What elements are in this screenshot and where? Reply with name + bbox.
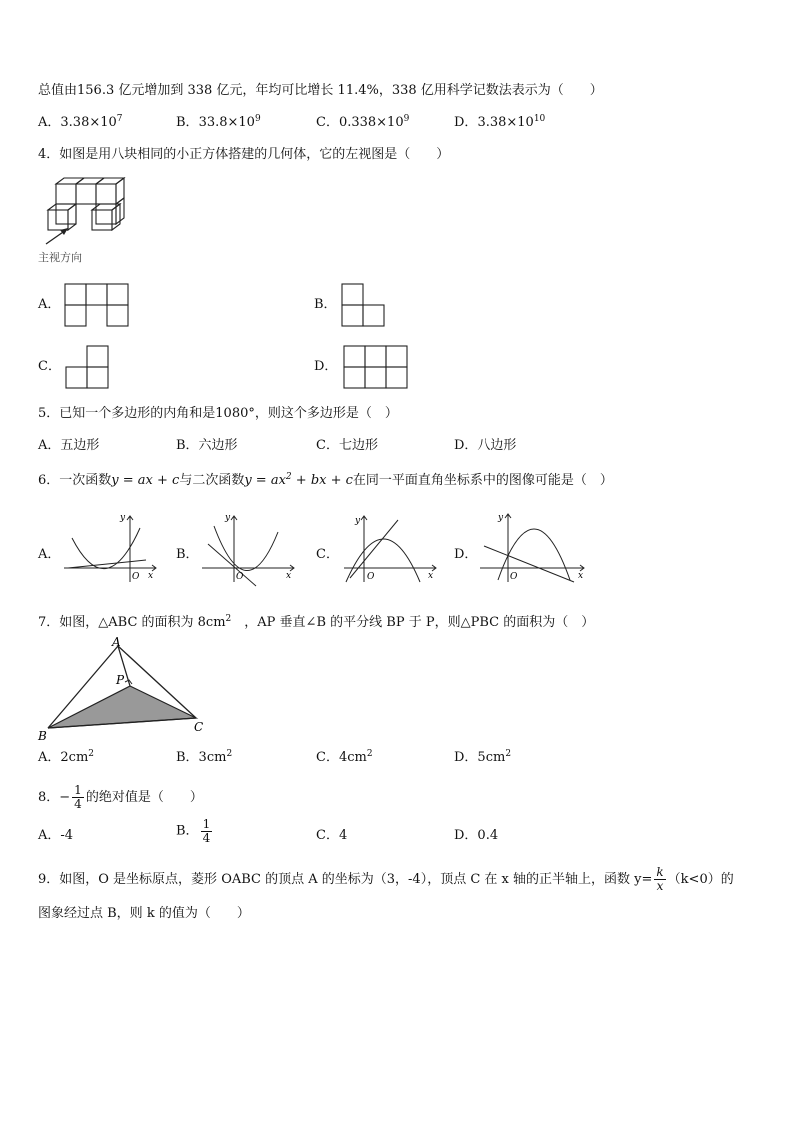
q3-option-b: B．$33.8\times 10^9$ xyxy=(176,114,261,130)
q6-a-x-label: x xyxy=(148,571,154,581)
q6-graph-d xyxy=(478,508,590,584)
q6-option-a-label: A． xyxy=(38,547,61,562)
q4-option-c-label: C． xyxy=(38,359,61,374)
q8-option-b: B． $\frac{1}{4}$ xyxy=(176,817,211,845)
q6-option-d-label: D． xyxy=(454,547,478,562)
q4-option-a-figure xyxy=(64,283,130,327)
q6-b-x-label: x xyxy=(286,571,292,581)
q4-option-c-figure xyxy=(65,345,109,389)
q8-fraction: $\frac{1}{4}$ xyxy=(74,783,82,811)
q4-option-d-label: D． xyxy=(314,359,338,374)
q8-option-a: A．-4 xyxy=(38,828,74,843)
q8-option-d: D．0.4 xyxy=(454,828,499,843)
q6-stem: 6．一次函数y = ax + c与二次函数$y = ax^2$ + bx + c在同一平面直角坐标系中的图像可能是（ ） xyxy=(38,472,613,488)
q4-figure-caption: 主视方向 xyxy=(38,251,82,264)
q6-graph-b xyxy=(198,510,298,584)
q5-option-a: A．五边形 xyxy=(38,438,100,453)
q6-d-y-label: y xyxy=(498,513,504,523)
q6-c-y-label: y xyxy=(355,516,361,526)
q4-option-a-label: A． xyxy=(38,297,61,312)
q7-option-a: A．$2cm^2$ xyxy=(38,749,95,765)
q7-point-b: B xyxy=(38,729,47,743)
q5-option-d: D．八边形 xyxy=(454,438,517,453)
q5-stem: 5．已知一个多边形的内角和是1080°，则这个多边形是（ ） xyxy=(38,406,398,421)
q6-option-b-label: B． xyxy=(176,547,199,562)
q6-graph-c xyxy=(340,510,440,584)
q6-d-x-label: x xyxy=(578,571,584,581)
q9-stem: 9．如图，O 是坐标原点，菱形 OABC 的顶点 A 的坐标为（3，-4），顶点 C 在 x 轴的正半轴上，函数 y= $\frac{k}{x}$ （k<0）的 xyxy=(38,865,734,893)
q9-fraction: $\frac{k}{x}$ xyxy=(656,865,664,893)
q6-d-origin: O xyxy=(510,572,518,582)
q8-option-b-fraction: $\frac{1}{4}$ xyxy=(202,817,211,845)
q6-option-c-label: C． xyxy=(316,547,339,562)
q4-option-b-label: B． xyxy=(314,297,337,312)
q4-option-b-figure xyxy=(341,283,385,327)
q6-a-origin: O xyxy=(132,572,140,582)
q6-b-y-label: y xyxy=(225,513,231,523)
q6-quadratic-formula: $y = ax^2$ + bx + c xyxy=(244,472,353,488)
q6-graph-a xyxy=(60,510,160,584)
q6-a-y-label: y xyxy=(120,513,126,523)
q8-option-c: C．4 xyxy=(316,828,348,843)
q3-option-d: D．$3.38\times 10^{10}$ xyxy=(454,114,546,130)
q6-c-origin: O xyxy=(367,572,375,582)
q3-option-a: A．$3.38\times 10^7$ xyxy=(38,114,123,130)
q9-stem-line2: 图象经过点 B，则 k 的值为（ ） xyxy=(38,906,250,921)
q7-point-p: P xyxy=(116,673,125,687)
q8-stem: 8．− $\frac{1}{4}$ 的绝对值是（ ） xyxy=(38,783,203,811)
q3-stem: 总值由156.3 亿元增加到 338 亿元，年均可比增长 11.4%，338 亿用科学记数法表示为（ ） xyxy=(38,83,603,98)
q7-point-c: C xyxy=(194,720,204,734)
q7-triangle-figure xyxy=(36,636,216,746)
q7-point-a: A xyxy=(112,635,121,649)
q7-option-d: D．$5cm^2$ xyxy=(454,749,512,765)
q6-linear-formula: y = ax + c xyxy=(111,473,180,488)
q7-shaded-triangle-pbc xyxy=(48,686,196,728)
q4-option-d-figure xyxy=(343,345,409,389)
q7-option-c: C．$4cm^2$ xyxy=(316,749,373,765)
q7-stem: 7．如图，△ABC 的面积为 $8cm^2$ ，AP 垂直∠B 的平分线 BP 于 P，则△PBC 的面积为（ ） xyxy=(38,614,595,630)
q3-option-c: C．$0.338\times 10^9$ xyxy=(316,114,410,130)
q7-option-b: B．$3cm^2$ xyxy=(176,749,233,765)
q5-option-c: C．七边形 xyxy=(316,438,378,453)
q5-option-b: B．六边形 xyxy=(176,438,238,453)
q6-b-origin: O xyxy=(236,572,244,582)
q6-c-x-label: x xyxy=(428,571,434,581)
q4-stem: 4．如图是用八块相同的小正方体搭建的几何体，它的左视图是（ ） xyxy=(38,147,450,162)
